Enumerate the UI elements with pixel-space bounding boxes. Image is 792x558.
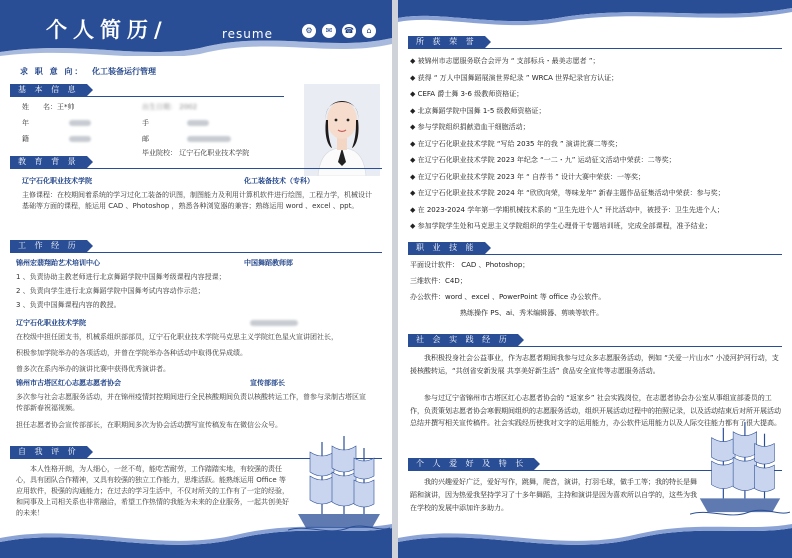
- redacted-value: [187, 120, 209, 126]
- award-text: 获得 “ 万人中国舞蹈展演世界纪录 ” WRCA 世界纪录官方认证；: [417, 73, 619, 82]
- practice-paragraph: 参与过辽宁省锦州市古塔区红心志愿者协会的 “返家乡” 社会实践岗位，在志愿者协会办公室从事组宣部委员的工作，负责策划志愿者协会寒假期间组织的志愿服务活动，组织开展活动过程中的拍照记录，以及活动结束后对所开展活动总结并撰写相关宣传稿件。社会实践经历使我对文字的运用能力，办公软件运用能力以及人际交往能力都有了很大提高。: [410, 394, 781, 427]
- award-item: [410, 122, 530, 133]
- job1-item: 2 、负责向学生进行北京舞蹈学院中国舞考试内容动作示范；: [16, 287, 205, 295]
- practice-paragraph: 我积极投身社会公益事业，作为志愿者期间我参与过众多志愿服务活动，例如 “关爱一片山水” 小凌河护河行动，支援核酸转运，“共创省安新发展 共享美好新生活” 食品安全宣传等志愿服务活动。: [410, 354, 779, 375]
- award-item: [410, 188, 725, 199]
- award-text: 在辽宁石化职业技术学院 2023 年 “ 自荐书 ” 设计大赛中荣获：一等奖；: [417, 172, 646, 181]
- page-title: 个人简历/: [46, 18, 168, 42]
- award-item: [410, 205, 724, 216]
- diamond-bullet-icon: ◆: [410, 222, 418, 230]
- section-basic-info: 基 本 信 息: [10, 84, 87, 96]
- section-education: 教 育 背 景: [10, 156, 87, 168]
- job3-item: 多次参与社会志愿服务活动，并在锦州疫情封控期间进行全民核酸期间负责以核酸转运工作，曾参与录制古塔区宣传部新春祝福视频。: [16, 393, 366, 412]
- divider: [408, 254, 782, 255]
- skill-item: 平面设计软件： CAD 、Photoshop；: [410, 261, 530, 269]
- section-skills: 职 业 技 能: [408, 242, 485, 254]
- divider: [408, 346, 782, 347]
- diamond-bullet-icon: ◆: [410, 57, 418, 65]
- section-awards: 所 获 荣 誉: [408, 36, 485, 48]
- diamond-bullet-icon: ◆: [410, 156, 418, 164]
- skill-item: 办公软件：word 、excel 、PowerPoint 等 office 办公软件。: [410, 293, 606, 301]
- edu-major: 化工装备技术（专科）: [244, 177, 314, 185]
- objective-label: 求 职 意 向：: [20, 67, 85, 76]
- section-self-eval: 自 我 评 价: [10, 446, 87, 458]
- award-text: 参与学院组织捐献造血干细胞活动；: [417, 123, 530, 131]
- job2-org: 辽宁石化职业技术学院: [16, 319, 86, 327]
- age-label: 年: [22, 119, 29, 127]
- job2-item: 积极参加学院举办的各项活动，并曾在学院举办各种活动中取得优异成绩。: [16, 349, 247, 357]
- award-item: [410, 172, 645, 183]
- award-item: [410, 73, 618, 84]
- award-text: 在辽宁石化职业技术学院 2023 年纪念 “一二・九” 运动征文活动中荣获：二等奖；: [417, 156, 676, 164]
- job2-item: 曾多次在系内举办的演讲比赛中获得优秀演讲者。: [16, 365, 170, 373]
- award-text: 在辽宁石化职业技术学院 “写给 2035 年的我 ” 演讲比赛二等奖；: [417, 139, 622, 148]
- section-work: 工 作 经 历: [10, 240, 87, 252]
- mail-icon: ✉: [322, 24, 336, 38]
- objective-value: 化工装备运行管理: [92, 67, 156, 76]
- redacted-value: [69, 136, 91, 142]
- job3-org: 锦州市古塔区红心志愿志愿者协会: [16, 379, 121, 387]
- award-item: [410, 56, 600, 67]
- name-value: 王*帅: [57, 103, 75, 111]
- diamond-bullet-icon: ◆: [410, 106, 418, 115]
- award-text: 被锦州市志愿服务联合会评为 “ 支部标兵・最美志愿者 ”；: [417, 57, 600, 65]
- gear-icon: ⚙: [302, 24, 316, 38]
- award-text: 参加学院学生处和马克思主义学院组织的学生心理骨干专题培训班，完成全部课程，准予结业；: [417, 222, 712, 230]
- job1-item: 3 、负责中国舞课程内容的教授。: [16, 301, 121, 309]
- job3-item: 担任志愿者协会宣传部部长，在职期间多次为协会活动撰写宣传稿发布在微信公众号。: [16, 421, 282, 429]
- origin-label: 籍: [22, 135, 29, 143]
- diamond-bullet-icon: ◆: [410, 73, 418, 82]
- resume-label: resume: [222, 27, 273, 41]
- redacted-value: [69, 120, 91, 126]
- award-text: 北京舞蹈学院中国舞 1-5 级教师资格证；: [417, 106, 546, 115]
- job1-item: 1 、负责协助主教老师进行北京舞蹈学院中国舞考级课程内容授课；: [16, 273, 226, 281]
- job2-item: 在校级中担任团支书，机械系组织部部员，辽宁石化职业技术学院马克思主义学院红色星火宣讲团社长，: [16, 333, 338, 341]
- job1-org: 锦州宏翡翔跆艺术培训中心: [16, 259, 100, 267]
- section-hobby: 个 人 爱 好 及 特 长: [408, 458, 534, 470]
- edu-desc: 主修课程：在校期间着系统的学习过化工装备的识图，制图能力及利用计算机软件进行绘图，工程力学，机械设计基础等方面的课程，能运用 CAD 、Photoshop ，熟悉各种浏览器的兼容；熟练运用 word 、excel 、ppt。: [22, 191, 372, 210]
- diamond-bullet-icon: ◆: [410, 205, 418, 214]
- phone-label: 手: [142, 119, 149, 127]
- divider: [408, 48, 782, 49]
- sailing-ship-illustration: [690, 414, 790, 524]
- redacted-value: [187, 136, 231, 142]
- award-text: 在辽宁石化职业技术学院 2024 年 “欣欣向荣，等味龙年” 新春主题作品征集活动中荣获：参与奖；: [417, 189, 725, 197]
- divider: [10, 96, 284, 97]
- job3-title: 宣传部部长: [250, 379, 285, 387]
- school-label: 毕业院校：: [142, 149, 177, 157]
- footer-wave: [398, 518, 792, 558]
- email-label: 邮: [142, 135, 149, 143]
- skill-extra: 熟练操作 PS、ai、秀米编辑器、剪映等软件。: [460, 309, 604, 317]
- name-label: 姓 名：: [22, 103, 57, 111]
- award-text: CEFA 爵士舞 3-6 级教师资格证；: [417, 90, 524, 98]
- diamond-bullet-icon: ◆: [410, 189, 418, 197]
- edu-school: 辽宁石化职业技术学院: [22, 177, 92, 185]
- hobby-text: 我的兴趣爱好广泛，爱好写作，跳舞，爬音，演讲，打羽毛球，做手工等；我的特长是舞蹈和演讲，因为热爱我坚持学习了十多年舞蹈，主持和演讲是因为喜欢所以自学的，这些为我在学校的发展中添加许多助力。: [410, 478, 697, 512]
- job1-title: 中国舞蹈教师郎: [244, 259, 293, 267]
- sailing-ship-illustration: [288, 432, 390, 536]
- school-value: 辽宁石化职业技术学院: [179, 149, 250, 157]
- resume-page-left: [0, 0, 392, 558]
- diamond-bullet-icon: ◆: [410, 172, 418, 181]
- header-wave: [398, 0, 792, 26]
- birth-value: 2002: [179, 103, 198, 111]
- home-icon: ⌂: [362, 24, 376, 38]
- resume-page-right: [398, 0, 792, 558]
- award-item: [410, 221, 712, 232]
- award-item: [410, 106, 546, 117]
- divider: [10, 252, 382, 253]
- award-item: [410, 155, 676, 166]
- diamond-bullet-icon: ◆: [410, 90, 418, 98]
- phone-icon: ☎: [342, 24, 356, 38]
- award-item: [410, 89, 523, 100]
- diamond-bullet-icon: ◆: [410, 123, 418, 131]
- award-text: 在 2023-2024 学年第一学期机械技术系的 “卫生先进个人” 评比活动中，被授予：卫生先进个人；: [417, 205, 724, 214]
- profile-photo: [304, 84, 380, 176]
- award-item: [410, 139, 622, 150]
- skill-item: 三维软件：C4D；: [410, 277, 467, 285]
- self-eval-text: 本人性格开朗，为人细心，一丝不苟，能吃苦耐劳，工作踏踏实地，有较强的责任心，具有团队合作精神，又具有较强的独立工作能力，思维活跃。能熟练运用 Office 等应用软件，极强的沟通能力；在过去的学习生活中，不仅对所关的工作有了一定的经验，和同事及上司相关系也非常融洽，希望工作热情的我能为未来的企业服务，一起共创美好的未来！: [16, 465, 289, 517]
- birth-label: 出生日期：: [142, 103, 177, 111]
- section-practice: 社 会 实 践 经 历: [408, 334, 518, 346]
- redacted-date: [250, 320, 298, 326]
- divider: [10, 168, 382, 169]
- diamond-bullet-icon: ◆: [410, 139, 418, 148]
